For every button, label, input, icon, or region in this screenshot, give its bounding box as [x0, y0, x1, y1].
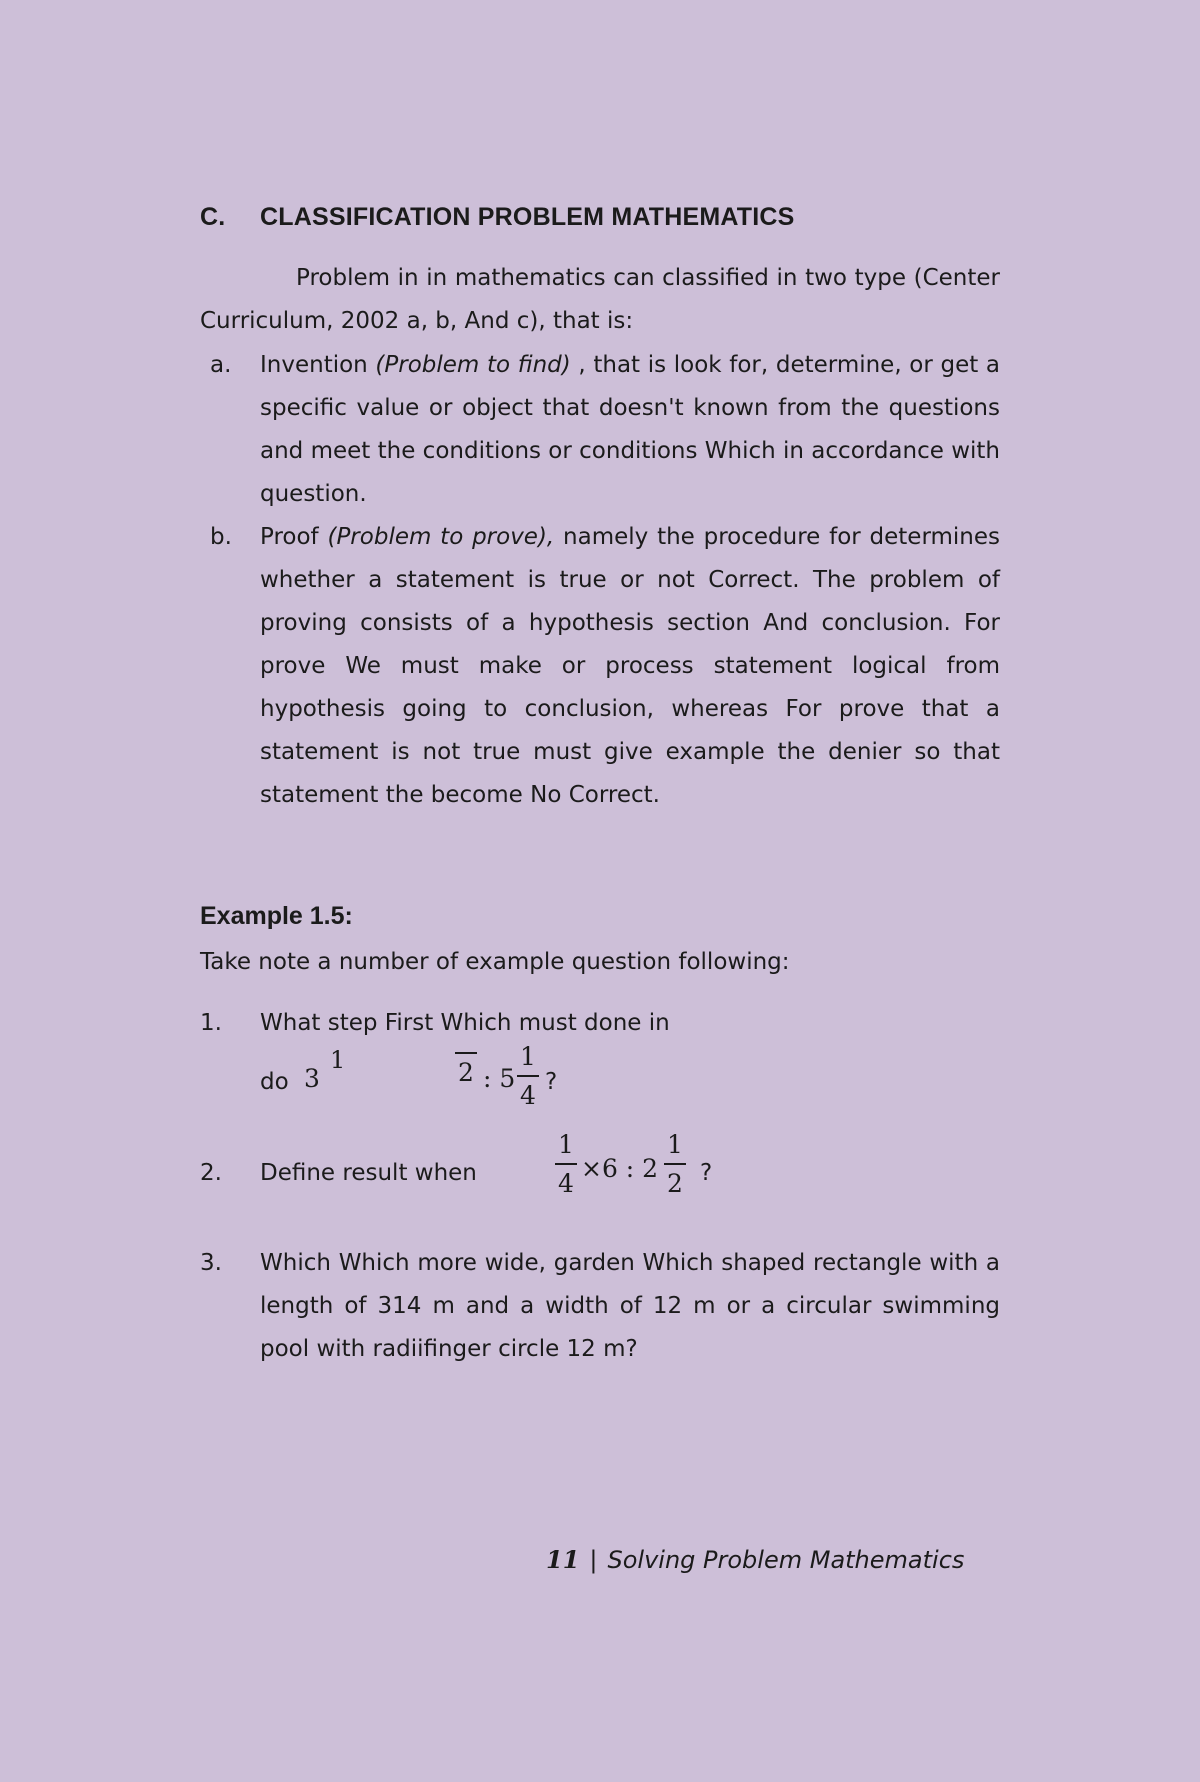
fraction-2 [662, 1130, 688, 1199]
fraction-denominator: 4 [558, 1169, 574, 1198]
list-item-proof [200, 516, 1000, 817]
example-heading: Example 1.5: [200, 902, 353, 930]
fraction-1 [453, 1052, 479, 1088]
list-item-term: (Problem to prove), [327, 524, 555, 550]
question-number: 2. [200, 1160, 222, 1186]
fraction-1 [553, 1130, 579, 1199]
list-item-lead: Proof [260, 524, 328, 550]
intro-paragraph: Problem in in mathematics can classified in two type (Center Curriculum, 2002 a, b, And c), that is: [200, 265, 1000, 334]
section-heading [200, 203, 795, 232]
question-3 [200, 1242, 1000, 1371]
operator: ×6 : 2 [581, 1154, 659, 1183]
list-item-content [260, 344, 1000, 516]
fraction-numerator: 1 [520, 1042, 536, 1071]
question-number: 1. [200, 1010, 222, 1036]
list-item-text: , that is look for, determine, or get a specific value or object that doesn't known from the questions and meet the conditions or conditions Which in accordance with question. [260, 352, 1000, 507]
list-item-content [260, 516, 1000, 817]
section-title: CLASSIFICATION PROBLEM MATHEMATICS [260, 203, 795, 231]
footer-title: Solving Problem Mathematics [607, 1546, 965, 1574]
fraction-bar [555, 1163, 577, 1165]
question-1 [200, 1002, 1000, 1045]
fraction-bar [664, 1163, 686, 1165]
page-footer [546, 1545, 964, 1574]
question-text: Which Which more wide, garden Which shaped rectangle with a length of 314 m and a width of 12 m or a circular swimming pool with radiifinger circle 12 m? [260, 1250, 1000, 1362]
fraction-denominator: 4 [520, 1081, 536, 1110]
question-text: What step First Which must done in [260, 1010, 670, 1036]
fraction-2 [515, 1042, 541, 1111]
question-mark: ? [545, 1069, 558, 1095]
footer-separator: | [589, 1546, 598, 1574]
fraction-bar [455, 1052, 477, 1054]
mixed-number-superscript: 1 [330, 1046, 346, 1074]
list-item-invention [200, 344, 1000, 516]
fraction-bar [517, 1075, 539, 1077]
fraction-numerator: 1 [667, 1130, 683, 1159]
mixed-number-whole: 3 [304, 1064, 320, 1093]
operator: : 5 [483, 1064, 516, 1093]
page-number: 11 [546, 1545, 580, 1574]
list-item-lead: Invention [260, 352, 376, 378]
list-marker: a. [210, 352, 232, 378]
question-1-lead: do [260, 1069, 289, 1095]
fraction-denominator: 2 [667, 1169, 683, 1198]
section-letter: C. [200, 203, 226, 231]
fraction-denominator: 2 [458, 1058, 474, 1087]
list-item-text: namely the procedure for determines whether a statement is true or not Correct. The problem of proving consists of a hypothesis section And conclusion. For prove We must make or process statement logical from hypothesis going to conclusion, whereas For prove that a statement is not true must give example the denier so that statement the become No Correct. [260, 524, 1001, 808]
list-marker: b. [210, 524, 232, 550]
question-text: Define result when [260, 1160, 477, 1186]
example-intro: Take note a number of example question following: [200, 949, 790, 975]
list-item-term: (Problem to find) [375, 352, 571, 378]
fraction-numerator: 1 [558, 1130, 574, 1159]
question-mark: ? [700, 1160, 713, 1186]
question-number: 3. [200, 1250, 222, 1276]
